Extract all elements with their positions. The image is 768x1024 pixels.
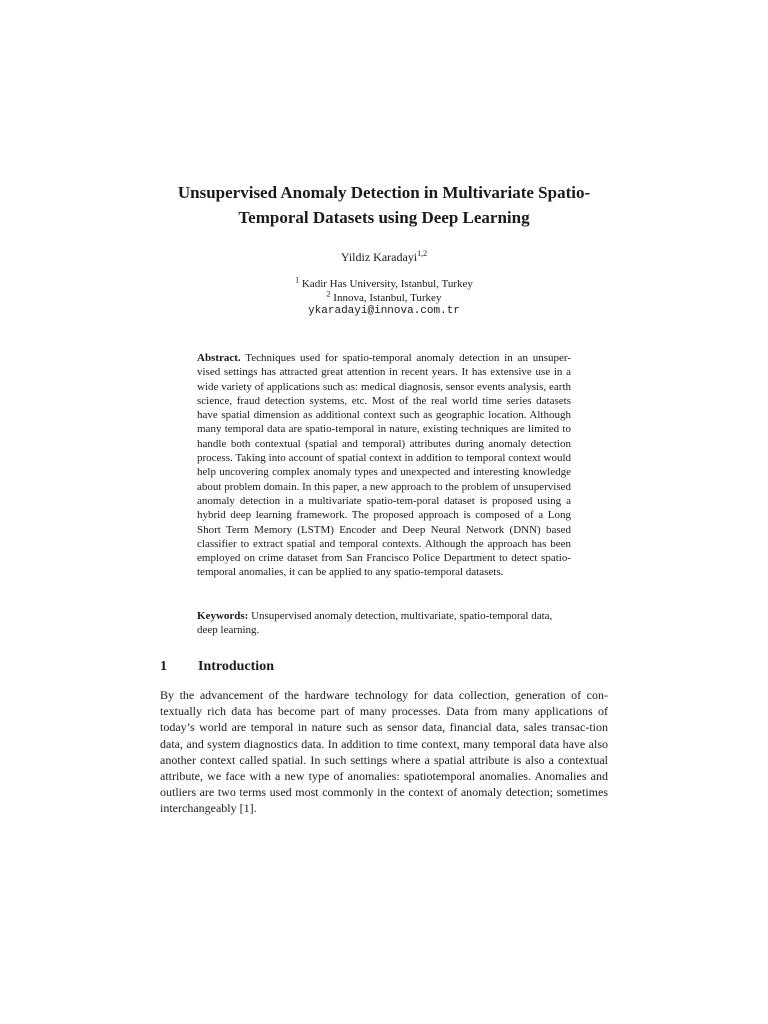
author-name: Yildiz Karadayi: [340, 250, 418, 264]
author-line: [0, 250, 768, 265]
abstract-label: Abstract.: [197, 352, 241, 364]
affiliation-1-text: Kadir Has University, Istanbul, Turkey: [301, 278, 473, 290]
affiliation-2-marker: 2: [326, 289, 331, 299]
affiliation-2-text: Innova, Istanbul, Turkey: [333, 292, 442, 304]
abstract-text: Techniques used for spatio-temporal anomaly detection in an unsuper-vised settings has attracted great attention in recent years. It has extensive use in a wide variety of applications such as: medical diagnosis, sensor events analysis, earth science, fraud detection systems, etc. Most of the real world time series datasets have spatial dimension as additional context such as geographic location. Although many temporal data are spatio-temporal in nature, existing techniques are limited to handle both contextual (spatial and temporal) attributes during anomaly detection process. Taking into account of spatial context in addition to temporal context would help uncovering complex anomaly types and unexpected and interesting knowledge about problem domain. In this paper, a new approach to the problem of unsupervised anomaly detection in a multivariate spatio-tem-poral dataset is proposed using a hybrid deep learning framework. The proposed approach is composed of a Long Short Term Memory (LSTM) Encoder and Deep Neural Network (DNN) based classifier to extract spatial and temporal contexts. Although the approach has been employed on crime dataset from San Francisco Police Department to detect spatio-temporal anomalies, it can be applied to any spatio-temporal datasets.: [197, 352, 572, 579]
paper-title: Unsupervised Anomaly Detection in Multivariate Spatio-Temporal Datasets using Deep Learning: [177, 183, 591, 227]
affiliation-1-marker: 1: [295, 275, 300, 285]
intro-paragraph: By the advancement of the hardware technology for data collection, generation of con-textually rich data has become part of many processes. Data from many applications of today’s world are temporal in nature such as sensor data, financial data, sales transac-tion data, and system diagnostics data. In addition to time context, many temporal data have also another context called spatial. In such settings where a spatial attribute is also a contextual attribute, we face with a new type of anomalies: spatiotemporal anomalies. Anomalies and outliers are two terms used most commonly in the context of anomaly detection; sometimes interchangeably [1].: [160, 688, 608, 816]
section-heading: [160, 659, 274, 675]
section-number: 1: [160, 659, 167, 674]
affiliation-2: [0, 289, 768, 304]
keywords: [197, 609, 571, 638]
keywords-label: Keywords:: [197, 610, 249, 622]
keywords-text: Unsupervised anomaly detection, multivariate, spatio-temporal data, deep learning.: [197, 610, 553, 637]
author-email: ykaradayi@innova.com.tr: [308, 305, 460, 317]
author-superscript: 1,2: [417, 249, 428, 258]
abstract: [197, 351, 571, 580]
section-title: Introduction: [198, 659, 274, 674]
affiliation-1: [0, 275, 768, 290]
